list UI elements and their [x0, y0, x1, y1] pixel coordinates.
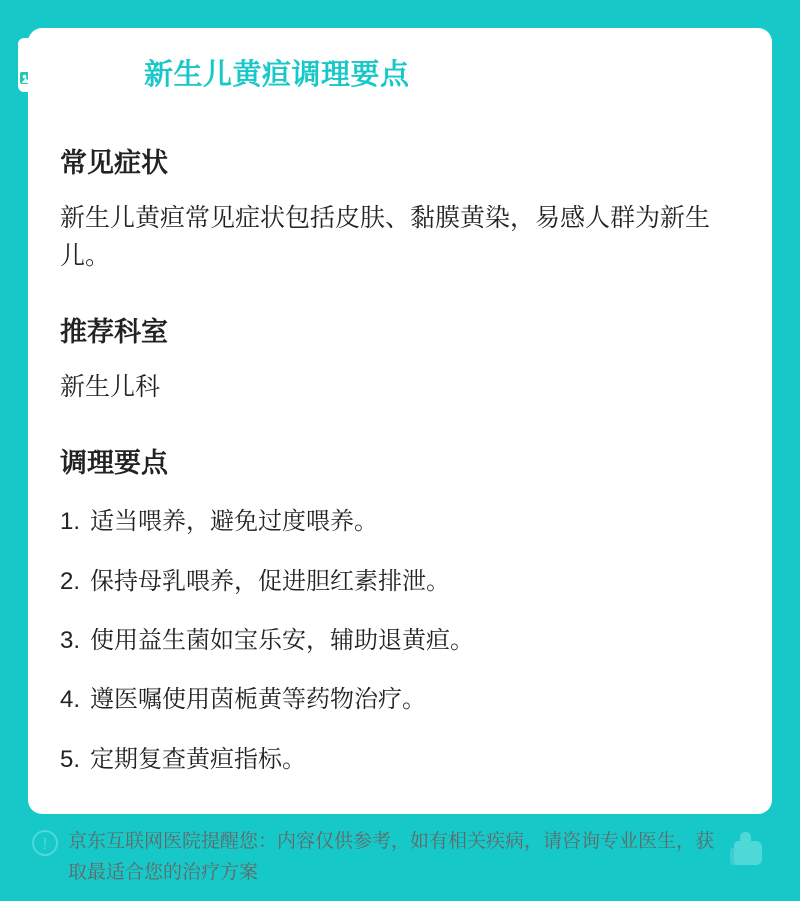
list-item-text: 使用益生菌如宝乐安，辅助退黄疸。: [90, 627, 474, 655]
list-item: [60, 566, 740, 598]
content-card: [28, 28, 772, 814]
care-points-list: [60, 506, 740, 776]
list-item-text: 保持母乳喂养，促进胆红素排泄。: [90, 567, 450, 595]
list-item-number: 4.: [60, 686, 81, 714]
page-title: 新生儿黄疸调理要点: [144, 59, 410, 91]
section-heading-care-points: 调理要点: [60, 447, 168, 478]
list-item-number: 3.: [60, 627, 81, 655]
footer-disclaimer-bar: [28, 826, 772, 889]
list-item-text: 定期复查黄疸指标。: [90, 745, 306, 773]
section-heading-symptoms: 常见症状: [60, 147, 168, 178]
list-item: [60, 506, 740, 538]
section-text-symptoms: 新生儿黄疸常见症状包括皮肤、黏膜黄染，易感人群为新生儿。: [60, 203, 711, 271]
section-text-department: 新生儿科: [60, 372, 161, 401]
list-item: [60, 744, 740, 776]
disclaimer-text: 京东互联网医院提醒您：内容仅供参考，如有相关疾病，请咨询专业医生，获取最适合您的治疗方案: [68, 831, 715, 884]
list-item: [60, 625, 740, 657]
list-item-number: 5.: [60, 745, 81, 773]
list-item-text: 适当喂养，避免过度喂养。: [90, 508, 378, 536]
info-icon: !: [32, 830, 58, 856]
section-heading-department: 推荐科室: [60, 317, 168, 348]
list-item-number: 2.: [60, 567, 81, 595]
thumbs-up-icon[interactable]: [728, 828, 768, 868]
list-item-text: 遵医嘱使用茵栀黄等药物治疗。: [90, 686, 426, 714]
list-item-number: 1.: [60, 508, 81, 536]
list-item: [60, 684, 740, 716]
